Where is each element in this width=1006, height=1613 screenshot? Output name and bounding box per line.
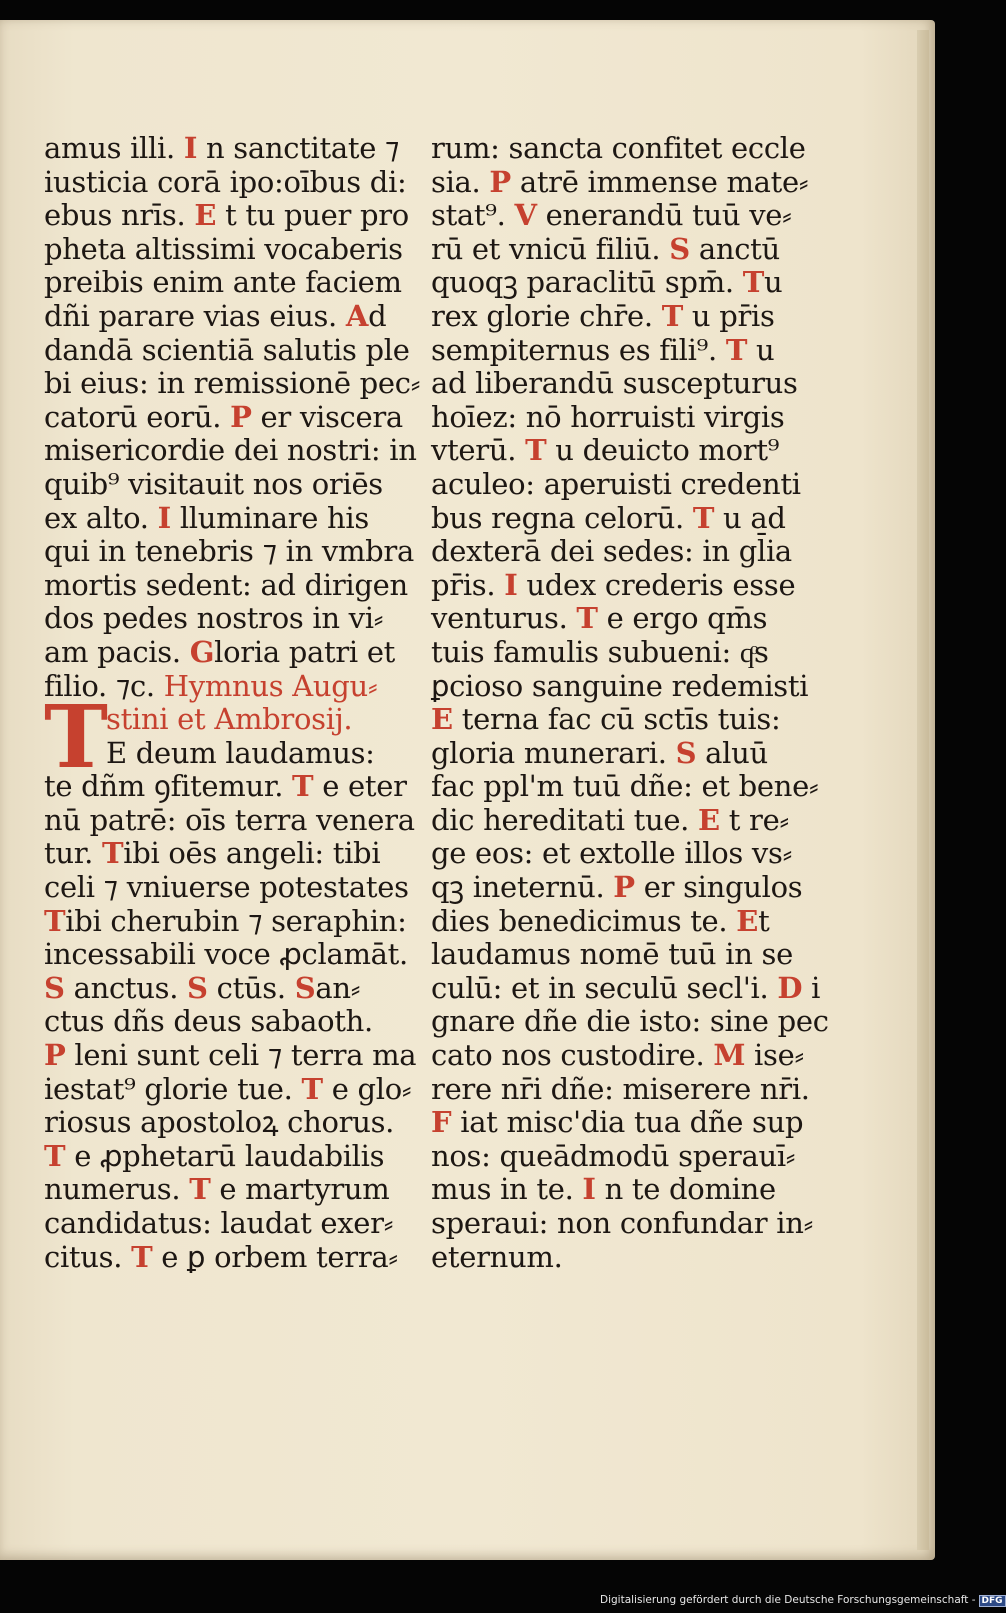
text-segment: iat misc'dia tua dñe sup xyxy=(451,1105,804,1140)
text-line xyxy=(44,366,421,401)
text-segment: qui in tenebris ⁊ in vmbra xyxy=(44,534,414,569)
red-initial: I xyxy=(504,567,518,602)
credit-text: Digitalisierung gefördert durch die Deutsche Forschungsgemeinschaft - xyxy=(600,1594,976,1606)
text-segment: mortis sedent: ad dirigen xyxy=(44,567,408,602)
text-line xyxy=(431,164,809,200)
text-line xyxy=(44,300,414,334)
text-line xyxy=(44,837,414,871)
red-initial: M xyxy=(713,1038,746,1073)
red-initial: E xyxy=(736,903,759,938)
text-line xyxy=(431,468,806,502)
red-initial: S xyxy=(675,735,697,770)
text-segment: ebus nrīs. xyxy=(44,198,195,233)
text-segment: riosus apostoloꝝ chorus. xyxy=(44,1105,395,1140)
text-line xyxy=(44,1106,414,1140)
text-segment: dñi parare vias eius. xyxy=(44,298,346,333)
text-segment: amus illi. xyxy=(44,131,184,165)
text-segment: mus in te. xyxy=(431,1172,583,1207)
text-segment: leni sunt celi ⁊ terra ma xyxy=(65,1038,417,1073)
text-line xyxy=(44,132,414,166)
text-line xyxy=(431,569,806,603)
text-line xyxy=(431,535,806,569)
red-initial: I xyxy=(183,131,198,165)
text-segment: e martyrum xyxy=(210,1172,390,1207)
text-line xyxy=(431,266,806,300)
dfg-logo: DFG xyxy=(979,1595,1006,1607)
text-segment: speraui: non confundar in⸗ xyxy=(431,1206,813,1240)
red-initial: F xyxy=(431,1105,452,1140)
text-segment: celi ⁊ vniuerse potestates xyxy=(44,870,409,905)
text-line xyxy=(44,502,414,536)
text-segment: ctūs. xyxy=(207,970,295,1005)
red-initial: P xyxy=(230,399,252,434)
text-line xyxy=(44,166,414,200)
text-segment: sempiternus es fili⁹. xyxy=(431,332,726,367)
text-segment: u pr̄is xyxy=(682,298,775,333)
text-line xyxy=(431,905,806,939)
text-segment: am pacis. xyxy=(44,634,190,669)
text-segment: u ad xyxy=(714,500,786,535)
text-segment: rū et vnicū filiū. xyxy=(431,231,670,266)
text-segment: u deuicto mort⁹ xyxy=(546,433,780,468)
red-initial: S xyxy=(294,970,316,1005)
text-segment: i xyxy=(802,970,821,1005)
text-segment: gloria munerari. xyxy=(431,735,676,770)
text-line xyxy=(431,334,806,368)
text-segment: ibi oēs angeli: tibi xyxy=(123,836,381,871)
text-segment: iusticia corā ipo:oībus di: xyxy=(44,164,407,199)
text-segment: enerandū tuū ve⸗ xyxy=(536,198,792,233)
text-line xyxy=(44,1140,414,1174)
text-segment: t tu puer pro xyxy=(216,198,409,233)
text-segment: e ꝑ orbem terra⸗ xyxy=(152,1239,398,1274)
text-line xyxy=(431,703,806,737)
red-initial: T xyxy=(101,836,124,871)
red-initial: S xyxy=(669,231,690,266)
red-initial: I xyxy=(157,500,171,535)
text-line xyxy=(431,1206,813,1241)
text-segment: bi eius: in remissionē pec⸗ xyxy=(44,366,421,401)
text-segment: ibi cherubin ⁊ seraphin: xyxy=(65,903,407,938)
text-segment: er viscera xyxy=(251,399,403,434)
text-segment: ꝑcioso sanguine redemisti xyxy=(431,668,809,703)
page-edge xyxy=(917,30,929,1550)
text-line xyxy=(431,636,806,670)
red-initial: P xyxy=(44,1038,66,1073)
text-segment: laudamus nomē tuū in se xyxy=(431,937,793,972)
text-segment: n sanctitate ⁊ xyxy=(197,131,400,165)
text-column-right xyxy=(431,131,829,1274)
digitization-credit xyxy=(600,1594,1003,1610)
text-line xyxy=(44,569,414,603)
text-segment: aluū xyxy=(696,735,768,770)
red-initial: T xyxy=(692,500,715,535)
text-segment: dic hereditati tue. xyxy=(431,802,699,837)
text-segment: d xyxy=(368,298,387,333)
red-initial: T xyxy=(661,298,683,333)
text-segment: e ergo qm̄s xyxy=(597,601,768,636)
red-initial: E xyxy=(194,198,217,233)
text-line xyxy=(44,602,414,636)
text-segment: vterū. xyxy=(431,433,526,468)
text-segment: e eter xyxy=(313,769,407,804)
text-segment: nū patrē: oīs terra venera xyxy=(44,802,415,837)
text-segment: dies benedicimus te. xyxy=(431,903,737,938)
text-segment: rex glorie chr̄e. xyxy=(431,298,662,333)
red-initial: T xyxy=(742,265,765,300)
text-line xyxy=(431,1173,806,1207)
red-initial: P xyxy=(613,870,635,905)
text-line xyxy=(431,1241,806,1275)
red-initial: T xyxy=(525,433,547,468)
text-line xyxy=(44,233,414,267)
text-segment: sia. xyxy=(431,164,490,199)
text-line xyxy=(44,1207,414,1241)
text-line xyxy=(431,970,821,1006)
text-line xyxy=(431,132,806,166)
text-line xyxy=(44,334,414,368)
text-line xyxy=(44,804,414,838)
text-line xyxy=(44,905,414,939)
text-segment: u xyxy=(764,265,783,300)
text-line xyxy=(431,668,809,704)
text-segment: fac ppl'm tuū dñe: et bene⸗ xyxy=(431,769,819,804)
text-line xyxy=(431,300,806,334)
red-initial: T xyxy=(725,332,748,367)
text-line xyxy=(44,1005,414,1039)
text-line xyxy=(431,401,806,435)
text-line xyxy=(44,871,414,905)
text-segment: dandā scientiā salutis ple xyxy=(44,332,410,367)
text-segment: lluminare his xyxy=(170,500,369,535)
text-segment: tuis famulis subueni: qͦs xyxy=(431,634,769,669)
text-segment: quib⁹ visitauit nos oriēs xyxy=(44,466,383,501)
red-initial: T xyxy=(576,601,598,636)
text-line xyxy=(44,1073,414,1107)
red-initial: T xyxy=(301,1071,323,1106)
text-segment: tur. xyxy=(44,836,102,871)
text-segment: rum: sancta confitet eccle xyxy=(431,131,806,165)
text-segment: anctū xyxy=(689,231,780,266)
text-segment: anctus. xyxy=(64,970,188,1005)
text-line xyxy=(431,804,806,838)
text-line xyxy=(431,502,806,536)
text-segment: qꝫ ineternū. xyxy=(431,870,614,905)
red-initial: V xyxy=(514,198,537,233)
text-segment: cato nos custodire. xyxy=(431,1038,714,1073)
text-line xyxy=(44,433,417,468)
text-segment: t re⸗ xyxy=(719,802,789,837)
red-initial: T xyxy=(44,1138,66,1173)
text-segment: incessabili voce ꝓclamāt. xyxy=(44,937,408,972)
text-segment: te dñm ꝯfitemur. xyxy=(44,769,293,804)
red-initial: E xyxy=(431,702,453,737)
text-line xyxy=(44,1241,414,1275)
text-segment: n te domine xyxy=(595,1172,776,1207)
text-line xyxy=(431,1106,806,1140)
text-line xyxy=(431,1140,806,1174)
text-column-left xyxy=(44,131,421,1274)
text-line xyxy=(431,367,806,401)
red-initial: S xyxy=(187,970,208,1005)
text-segment: numerus. xyxy=(44,1172,190,1207)
text-line xyxy=(44,199,414,233)
text-line xyxy=(431,434,806,468)
text-segment: citus. xyxy=(44,1239,132,1274)
text-segment: preibis enim ante faciem xyxy=(44,265,402,300)
text-segment: dexterā dei sedes: in gl̄ia xyxy=(431,534,792,569)
text-segment: udex crederis esse xyxy=(517,567,796,602)
text-segment: pheta altissimi vocaberis xyxy=(44,231,403,266)
text-segment: u xyxy=(747,332,775,367)
text-segment: quoqꝫ paraclitū spm̄. xyxy=(431,265,743,300)
text-line xyxy=(44,636,414,670)
text-segment: e glo⸗ xyxy=(322,1071,412,1106)
text-segment: ise⸗ xyxy=(745,1038,804,1073)
text-line xyxy=(44,1173,414,1207)
text-line xyxy=(431,1071,810,1107)
text-segment: terna fac cū sctīs tuis: xyxy=(452,702,781,737)
text-segment: catorū eorū. xyxy=(44,399,231,434)
text-line xyxy=(431,233,806,267)
red-initial: G xyxy=(189,634,215,669)
text-segment: iestat⁹ glorie tue. xyxy=(44,1071,302,1106)
text-segment: nos: queādmodū sperauī⸗ xyxy=(431,1138,796,1173)
text-line xyxy=(44,972,414,1006)
text-segment: hoīez: nō horruisti virgis xyxy=(431,399,785,434)
text-line xyxy=(431,938,806,972)
text-segment: e ꝓphetarū laudabilis xyxy=(65,1138,385,1173)
text-segment: aculeo: aperuisti credenti xyxy=(431,466,801,501)
text-segment: atrē immense mate⸗ xyxy=(510,164,809,199)
text-line xyxy=(431,199,806,233)
red-initial: T xyxy=(189,1172,211,1207)
red-initial: S xyxy=(44,970,65,1005)
text-segment: culū: et in seculū secl'i. xyxy=(431,970,778,1005)
text-segment: ctus dñs deus sabaoth. xyxy=(44,1004,373,1039)
large-decorated-initial: T xyxy=(44,687,108,789)
text-segment: gnare dñe die isto: sine pec xyxy=(431,1004,829,1039)
text-segment: bus regna celorū. xyxy=(431,500,693,535)
text-line xyxy=(44,266,414,300)
red-initial: E xyxy=(698,802,720,837)
text-segment: filio. ⁊c. xyxy=(44,668,164,703)
text-line xyxy=(44,535,414,569)
text-segment: E deum laudamus: xyxy=(106,735,375,770)
rubric-heading: stini et Ambrosij. xyxy=(106,702,353,737)
text-line xyxy=(44,401,414,435)
text-segment: eternum. xyxy=(431,1239,563,1274)
text-line xyxy=(431,871,806,905)
red-initial: T xyxy=(292,769,314,804)
red-initial: A xyxy=(345,298,369,333)
text-line xyxy=(44,468,414,502)
text-segment: misericordie dei nostri: in xyxy=(44,433,417,468)
text-line xyxy=(44,938,414,972)
text-line xyxy=(431,737,806,771)
text-line xyxy=(44,1038,417,1073)
text-segment: an⸗ xyxy=(315,970,361,1005)
red-initial: I xyxy=(582,1172,596,1207)
red-initial: T xyxy=(44,903,66,938)
text-segment: pr̄is. xyxy=(431,567,505,602)
red-initial: T xyxy=(131,1239,153,1274)
text-segment: venturus. xyxy=(431,601,577,636)
text-line xyxy=(431,602,806,636)
text-segment: er singulos xyxy=(634,870,803,905)
rubric-heading: Hymnus Augu⸗ xyxy=(163,668,378,703)
text-segment: ge eos: et extolle illos vs⸗ xyxy=(431,836,792,871)
text-line xyxy=(431,837,806,871)
text-line xyxy=(431,1004,829,1039)
text-segment: loria patri et xyxy=(214,634,396,669)
text-segment: rere nr̄i dñe: miserere nr̄i. xyxy=(431,1071,810,1106)
text-segment: ad liberandū suscepturus xyxy=(431,366,798,401)
red-initial: D xyxy=(777,970,803,1005)
text-line xyxy=(431,1039,806,1073)
text-segment: t xyxy=(758,903,770,938)
text-line xyxy=(431,769,819,804)
red-initial: P xyxy=(489,164,511,199)
text-segment: stat⁹. xyxy=(431,198,515,233)
text-segment: ex alto. xyxy=(44,500,158,535)
text-segment: candidatus: laudat exer⸗ xyxy=(44,1206,394,1240)
text-segment: dos pedes nostros in vi⸗ xyxy=(44,601,384,636)
